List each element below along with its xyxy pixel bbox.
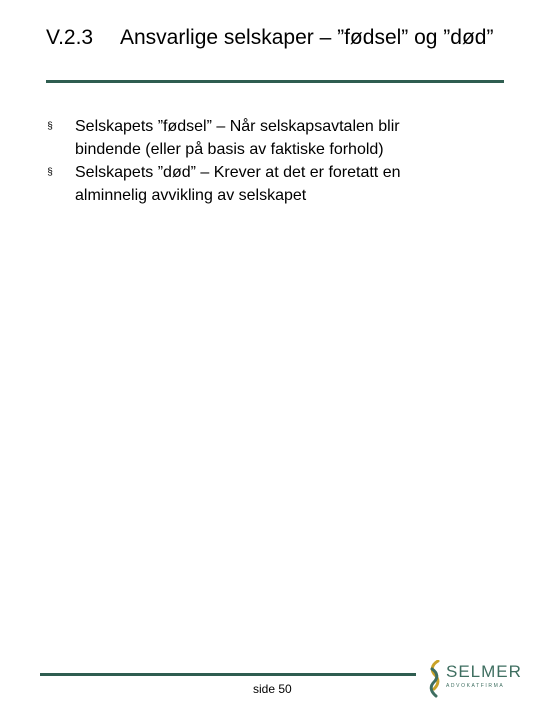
bullet-marker: § [47, 121, 53, 132]
page-number: side 50 [253, 682, 292, 696]
selmer-logo-icon [428, 660, 442, 698]
section-number: V.2.3 [46, 26, 94, 49]
logo-wordmark: SELMER [446, 662, 522, 681]
footer-divider [40, 673, 416, 676]
bullet-text: Selskapets ”død” – Krever at det er foretatt en alminnelig avvikling av selskapet [75, 164, 401, 204]
company-logo [428, 660, 522, 698]
title-divider [46, 80, 504, 83]
logo-subtitle: ADVOKATFIRMA [446, 683, 505, 689]
bullet-item [46, 115, 466, 161]
bullet-list [46, 115, 466, 207]
bullet-marker: § [47, 167, 53, 178]
bullet-text: Selskapets ”fødsel” – Når selskapsavtalen blir bindende (eller på basis av faktiske forhold) [75, 118, 400, 158]
bullet-item [46, 161, 466, 207]
title-text: Ansvarlige selskaper – ”fødsel” og ”død” [120, 26, 494, 49]
